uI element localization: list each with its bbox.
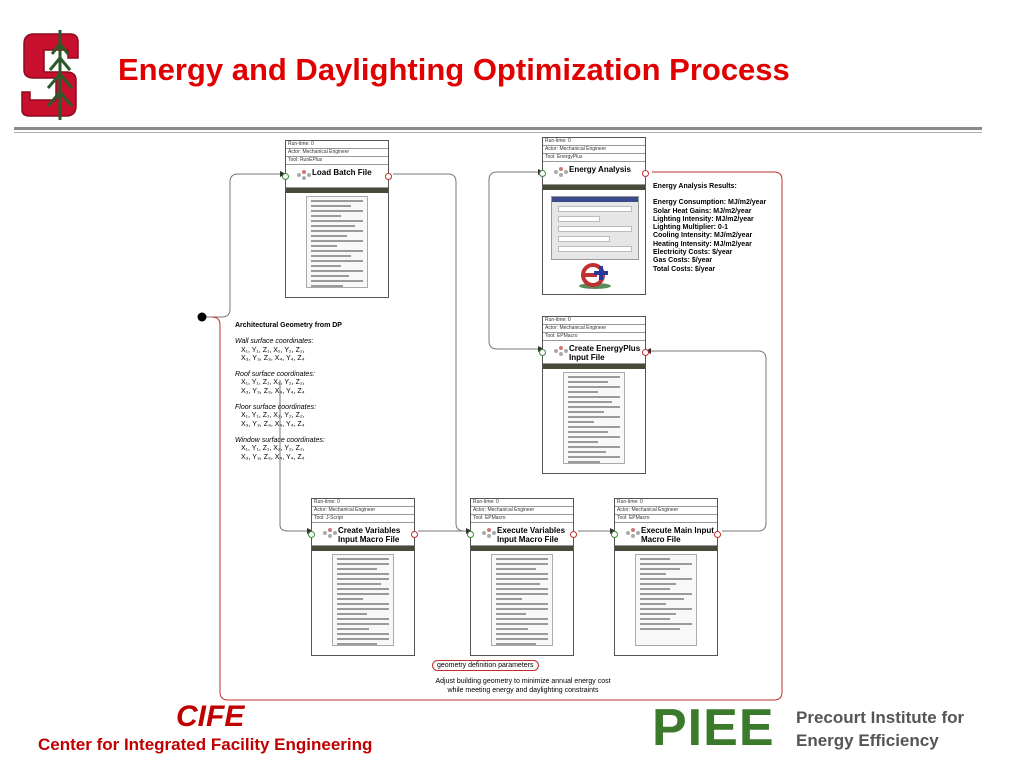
piee-full-name: Precourt Institute for Energy Efficiency xyxy=(796,708,965,750)
task-runtime: Run-time: 0 xyxy=(615,499,717,507)
geometry-parameters-label: geometry definition parameters xyxy=(432,660,539,671)
input-port[interactable] xyxy=(308,531,315,538)
result-item: Gas Costs: $/year xyxy=(653,257,713,265)
result-item: Total Costs: $/year xyxy=(653,265,716,273)
process-icon xyxy=(553,346,569,356)
document-thumbnail[interactable] xyxy=(332,554,394,646)
process-icon xyxy=(322,528,338,538)
task-actor: Actor: Mechanical Engineer xyxy=(286,149,388,157)
process-icon xyxy=(553,167,569,177)
task-tool: Tool: EPMacro xyxy=(471,515,573,523)
task-name: Energy Analysis xyxy=(569,165,631,174)
load-to-exec-vars-connector xyxy=(393,174,466,531)
task-energy-analysis[interactable] xyxy=(542,137,646,295)
task-create-energyplus-input-file[interactable] xyxy=(542,316,646,474)
create-ep-to-energy-connector xyxy=(489,172,538,349)
start-to-load-connector xyxy=(203,174,280,317)
result-item: Heating Intensity: MJ/m2/year xyxy=(653,240,752,248)
document-thumbnail[interactable] xyxy=(306,196,368,288)
input-port[interactable] xyxy=(467,531,474,538)
output-port[interactable] xyxy=(714,531,721,538)
process-icon xyxy=(296,170,312,180)
page-title: Energy and Daylighting Optimization Process xyxy=(118,52,790,87)
document-thumbnail[interactable] xyxy=(635,554,697,646)
result-item: Solar Heat Gains: MJ/m2/year xyxy=(653,207,752,215)
task-load-batch-file[interactable] xyxy=(285,140,389,298)
document-thumbnail[interactable] xyxy=(563,372,625,464)
result-item: Cooling Intensity: MJ/m2/year xyxy=(653,232,753,240)
window-coordinates: Window surface coordinates: X₁, Y₁, Z₁, X₂, Y₂, Z₂, X₃, Y₃, Z₃, X₄, Y₄, Z₄ xyxy=(235,436,325,461)
task-name: Load Batch File xyxy=(312,168,372,177)
energy-analysis-results xyxy=(653,183,766,274)
task-runtime: Run-time: 0 xyxy=(543,138,645,146)
energyplus-window-thumbnail[interactable] xyxy=(551,196,639,260)
task-runtime: Run-time: 0 xyxy=(543,317,645,325)
start-to-create-vars-connector xyxy=(222,0,230,325)
task-tool: Tool: J-Script xyxy=(312,515,414,523)
task-name: Create EnergyPlus Input File xyxy=(569,344,641,362)
piee-logo: PIEE xyxy=(652,699,775,757)
task-runtime: Run-time: 0 xyxy=(286,141,388,149)
task-name: Execute Variables Input Macro File xyxy=(497,526,566,544)
results-heading: Energy Analysis Results: xyxy=(653,183,737,190)
task-runtime: Run-time: 0 xyxy=(471,499,573,507)
task-actor: Actor: Mechanical Engineer xyxy=(543,146,645,154)
result-item: Lighting Multiplier: 0-1 xyxy=(653,224,729,232)
architectural-geometry xyxy=(235,322,342,470)
architecture-heading: Architectural Geometry from DP xyxy=(235,322,342,329)
task-actor: Actor: Mechanical Engineer xyxy=(312,507,414,515)
result-item: Energy Consumption: MJ/m2/year xyxy=(653,199,767,207)
cife-logo: CIFE xyxy=(176,700,245,733)
floor-coordinates: Floor surface coordinates: X₁, Y₁, Z₁, X₂, Y₂, Z₂, X₃, Y₃, Z₃, X₄, Y₄, Z₄ xyxy=(235,404,316,428)
cife-full-name: Center for Integrated Facility Engineering xyxy=(38,735,373,754)
start-node xyxy=(198,313,207,322)
task-tool: Tool: EPMacro xyxy=(543,333,645,341)
process-icon xyxy=(625,528,641,538)
energyplus-logo-icon xyxy=(577,262,613,290)
wall-coordinates: Wall surface coordinates: X₁, Y₁, Z₁, X₂, Y₂, Z₂, X₃, Y₃, Z₃, X₄, Y₄, Z₄ xyxy=(235,338,314,362)
task-runtime: Run-time: 0 xyxy=(312,499,414,507)
task-create-variables-input-macro-file[interactable] xyxy=(311,498,415,656)
output-port[interactable] xyxy=(570,531,577,538)
output-port[interactable] xyxy=(411,531,418,538)
task-tool: Tool: RunEPlus xyxy=(286,157,388,165)
task-actor: Actor: Mechanical Engineer xyxy=(615,507,717,515)
task-name: Execute Main Input Macro File xyxy=(641,526,714,544)
task-tool: Tool: EnergyPlus xyxy=(543,154,645,162)
result-item: Electricity Costs: $/year xyxy=(653,249,733,257)
task-name: Create Variables Input Macro File xyxy=(338,526,401,544)
task-actor: Actor: Mechanical Engineer xyxy=(471,507,573,515)
optimization-goal: Adjust building geometry to minimize annual energy cost while meeting energy and daylighting constraints xyxy=(435,678,611,694)
task-execute-variables-input-macro-file[interactable] xyxy=(470,498,574,656)
document-thumbnail[interactable] xyxy=(491,554,553,646)
input-port[interactable] xyxy=(539,170,546,177)
output-port[interactable] xyxy=(642,349,649,356)
task-actor: Actor: Mechanical Engineer xyxy=(543,325,645,333)
output-port[interactable] xyxy=(642,170,649,177)
task-tool: Tool: EPMacro xyxy=(615,515,717,523)
input-port[interactable] xyxy=(282,173,289,180)
input-port[interactable] xyxy=(539,349,546,356)
output-port[interactable] xyxy=(385,173,392,180)
roof-coordinates: Roof surface coordinates: X₁, Y₁, Z₁, X₂, Y₂, Z₂, X₃, Y₃, Z₃, X₄, Y₄, Z₄ xyxy=(235,371,315,395)
input-port[interactable] xyxy=(611,531,618,538)
result-item: Lighting Intensity: MJ/m2/year xyxy=(653,215,754,223)
process-icon xyxy=(481,528,497,538)
task-execute-main-input-macro-file[interactable] xyxy=(614,498,718,656)
